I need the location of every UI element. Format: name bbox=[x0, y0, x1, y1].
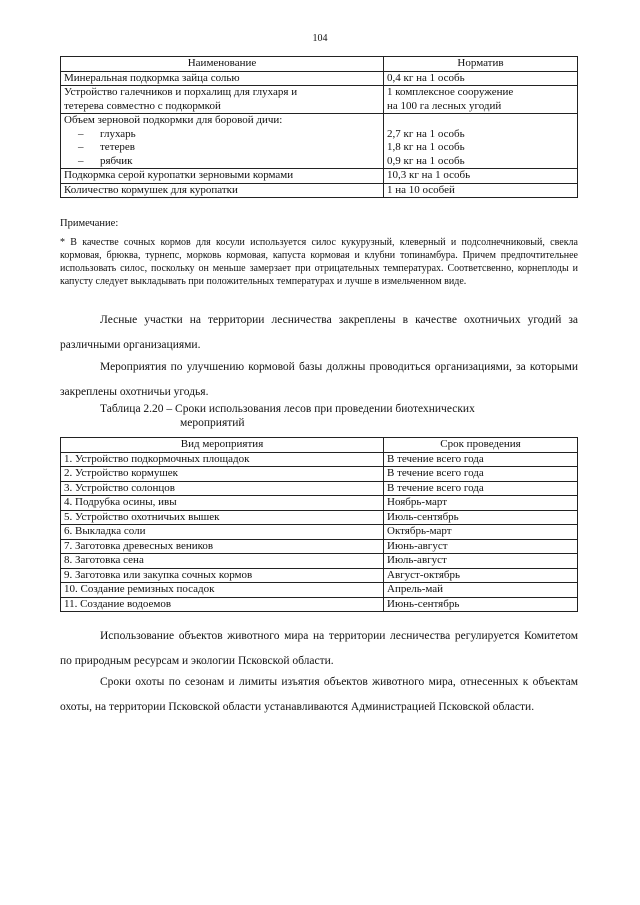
table-row bbox=[61, 183, 578, 198]
activity-cell: 10. Создание ремизных посадок bbox=[61, 583, 384, 598]
table-cell bbox=[61, 183, 384, 198]
activity-cell: 11. Создание водоемов bbox=[61, 597, 384, 612]
paragraph: Лесные участки на территории лесничества закреплены в качестве охотничьих угодий за различными организациями. bbox=[60, 314, 578, 351]
period-cell: Июль-сентябрь bbox=[384, 510, 578, 525]
activity-cell: 9. Заготовка или закупка сочных кормов bbox=[61, 568, 384, 583]
table-cell bbox=[384, 183, 578, 198]
activity-cell: 7. Заготовка древесных веников bbox=[61, 539, 384, 554]
table-row bbox=[61, 86, 578, 114]
table-row bbox=[61, 554, 578, 569]
table-row bbox=[61, 597, 578, 612]
table-cell bbox=[384, 114, 578, 169]
cell-line: Подкормка серой куропатки зерновыми кормами bbox=[64, 169, 294, 181]
column-header-norm: Норматив bbox=[384, 57, 578, 72]
table-cell bbox=[384, 169, 578, 184]
table-header-row bbox=[61, 438, 578, 453]
norms-table bbox=[60, 56, 578, 198]
table-row bbox=[61, 525, 578, 540]
period-cell: Август-октябрь bbox=[384, 568, 578, 583]
table-caption-line: мероприятий bbox=[180, 417, 245, 429]
activity-cell: 8. Заготовка сена bbox=[61, 554, 384, 569]
cell-line: 10,3 кг на 1 особь bbox=[387, 169, 471, 181]
cell-line: Количество кормушек для куропатки bbox=[64, 183, 238, 196]
cell-line: 0,4 кг на 1 особь bbox=[387, 71, 465, 84]
column-header-activity: Вид мероприятия bbox=[61, 438, 384, 453]
table-row bbox=[61, 568, 578, 583]
cell-line: 1 комплексное сооружение bbox=[387, 86, 514, 98]
period-cell: В течение всего года bbox=[384, 467, 578, 482]
table-row bbox=[61, 452, 578, 467]
cell-line: тетерева совместно с подкормкой bbox=[64, 99, 221, 112]
activities-body bbox=[61, 452, 578, 612]
bird-list bbox=[64, 128, 380, 169]
activity-cell: 1. Устройство подкормочных площадок bbox=[61, 452, 384, 467]
cell-line: 0,9 кг на 1 особь bbox=[387, 154, 465, 167]
list-item: – рябчик bbox=[78, 155, 380, 169]
table-row bbox=[61, 169, 578, 184]
list-item: – глухарь bbox=[78, 128, 380, 142]
period-cell: Ноябрь-март bbox=[384, 496, 578, 511]
period-cell: Июнь-сентябрь bbox=[384, 597, 578, 612]
cell-line: Минеральная подкормка зайца солью bbox=[64, 71, 240, 84]
activities-table bbox=[60, 437, 578, 612]
table-row bbox=[61, 583, 578, 598]
note-title: Примечание: bbox=[60, 218, 119, 229]
paragraph: Мероприятия по улучшению кормовой базы должны проводиться организациями, за которыми закреплены охотничьи угодья. bbox=[60, 361, 578, 398]
note-text: * В качестве сочных кормов для косули используется силос кукурузный, клеверный и подсолнечниковый, свекла кормовая, брюква, турнепс, морковь кормовая, капуста кормовая и клубни топинамбура. Причем предпочтительнее использовать силос, поскольку он меньше замерзает при отрицательных температурах. Соответсвенно, корнеплоды и капусту следует выкладывать при положительных температурах и лучше в измельченном виде. bbox=[60, 237, 578, 287]
table-row bbox=[61, 467, 578, 482]
period-cell: Октябрь-март bbox=[384, 525, 578, 540]
list-item: – тетерев bbox=[78, 141, 380, 155]
cell-line: 2,7 кг на 1 особь bbox=[387, 127, 465, 140]
activity-cell: 5. Устройство охотничьих вышек bbox=[61, 510, 384, 525]
table-row bbox=[61, 71, 578, 86]
paragraph: Сроки охоты по сезонам и лимиты изъятия объектов животного мира, отнесенных к объектам охоты, на территории Псковской области устанавливаются Администрацией Псковской области. bbox=[60, 676, 578, 713]
page-number: 104 bbox=[312, 33, 328, 44]
table-cell bbox=[61, 169, 384, 184]
period-cell: Апрель-май bbox=[384, 583, 578, 598]
cell-line: Объем зерновой подкормки для боровой дичи: bbox=[64, 114, 283, 126]
table-row bbox=[61, 496, 578, 511]
table-cell bbox=[61, 86, 384, 114]
table-cell bbox=[384, 71, 578, 86]
period-cell: В течение всего года bbox=[384, 452, 578, 467]
activity-cell: 6. Выкладка соли bbox=[61, 525, 384, 540]
table-caption bbox=[100, 402, 540, 430]
table-row bbox=[61, 481, 578, 496]
table-header-row bbox=[61, 57, 578, 72]
cell-line: Устройство галечников и порхалищ для глухаря и bbox=[64, 86, 298, 98]
column-header-period: Срок проведения bbox=[384, 438, 578, 453]
paragraph: Использование объектов животного мира на территории лесничества регулируется Комитетом по природным ресурсам и экологии Псковской области. bbox=[60, 630, 578, 667]
table-row bbox=[61, 510, 578, 525]
table-cell bbox=[61, 114, 384, 169]
table-cell bbox=[61, 71, 384, 86]
cell-line: 1,8 кг на 1 особь bbox=[387, 141, 465, 153]
period-cell: Июнь-август bbox=[384, 539, 578, 554]
cell-line: на 100 га лесных угодий bbox=[387, 99, 502, 112]
table-cell bbox=[384, 86, 578, 114]
activity-cell: 3. Устройство солонцов bbox=[61, 481, 384, 496]
column-header-name: Наименование bbox=[61, 57, 384, 72]
table-row bbox=[61, 539, 578, 554]
activity-cell: 4. Подрубка осины, ивы bbox=[61, 496, 384, 511]
table-caption-line: Таблица 2.20 – Сроки использования лесов при проведении биотехнических bbox=[100, 403, 475, 415]
cell-line: 1 на 10 особей bbox=[387, 183, 455, 196]
activity-cell: 2. Устройство кормушек bbox=[61, 467, 384, 482]
period-cell: Июль-август bbox=[384, 554, 578, 569]
period-cell: В течение всего года bbox=[384, 481, 578, 496]
table-row bbox=[61, 114, 578, 169]
